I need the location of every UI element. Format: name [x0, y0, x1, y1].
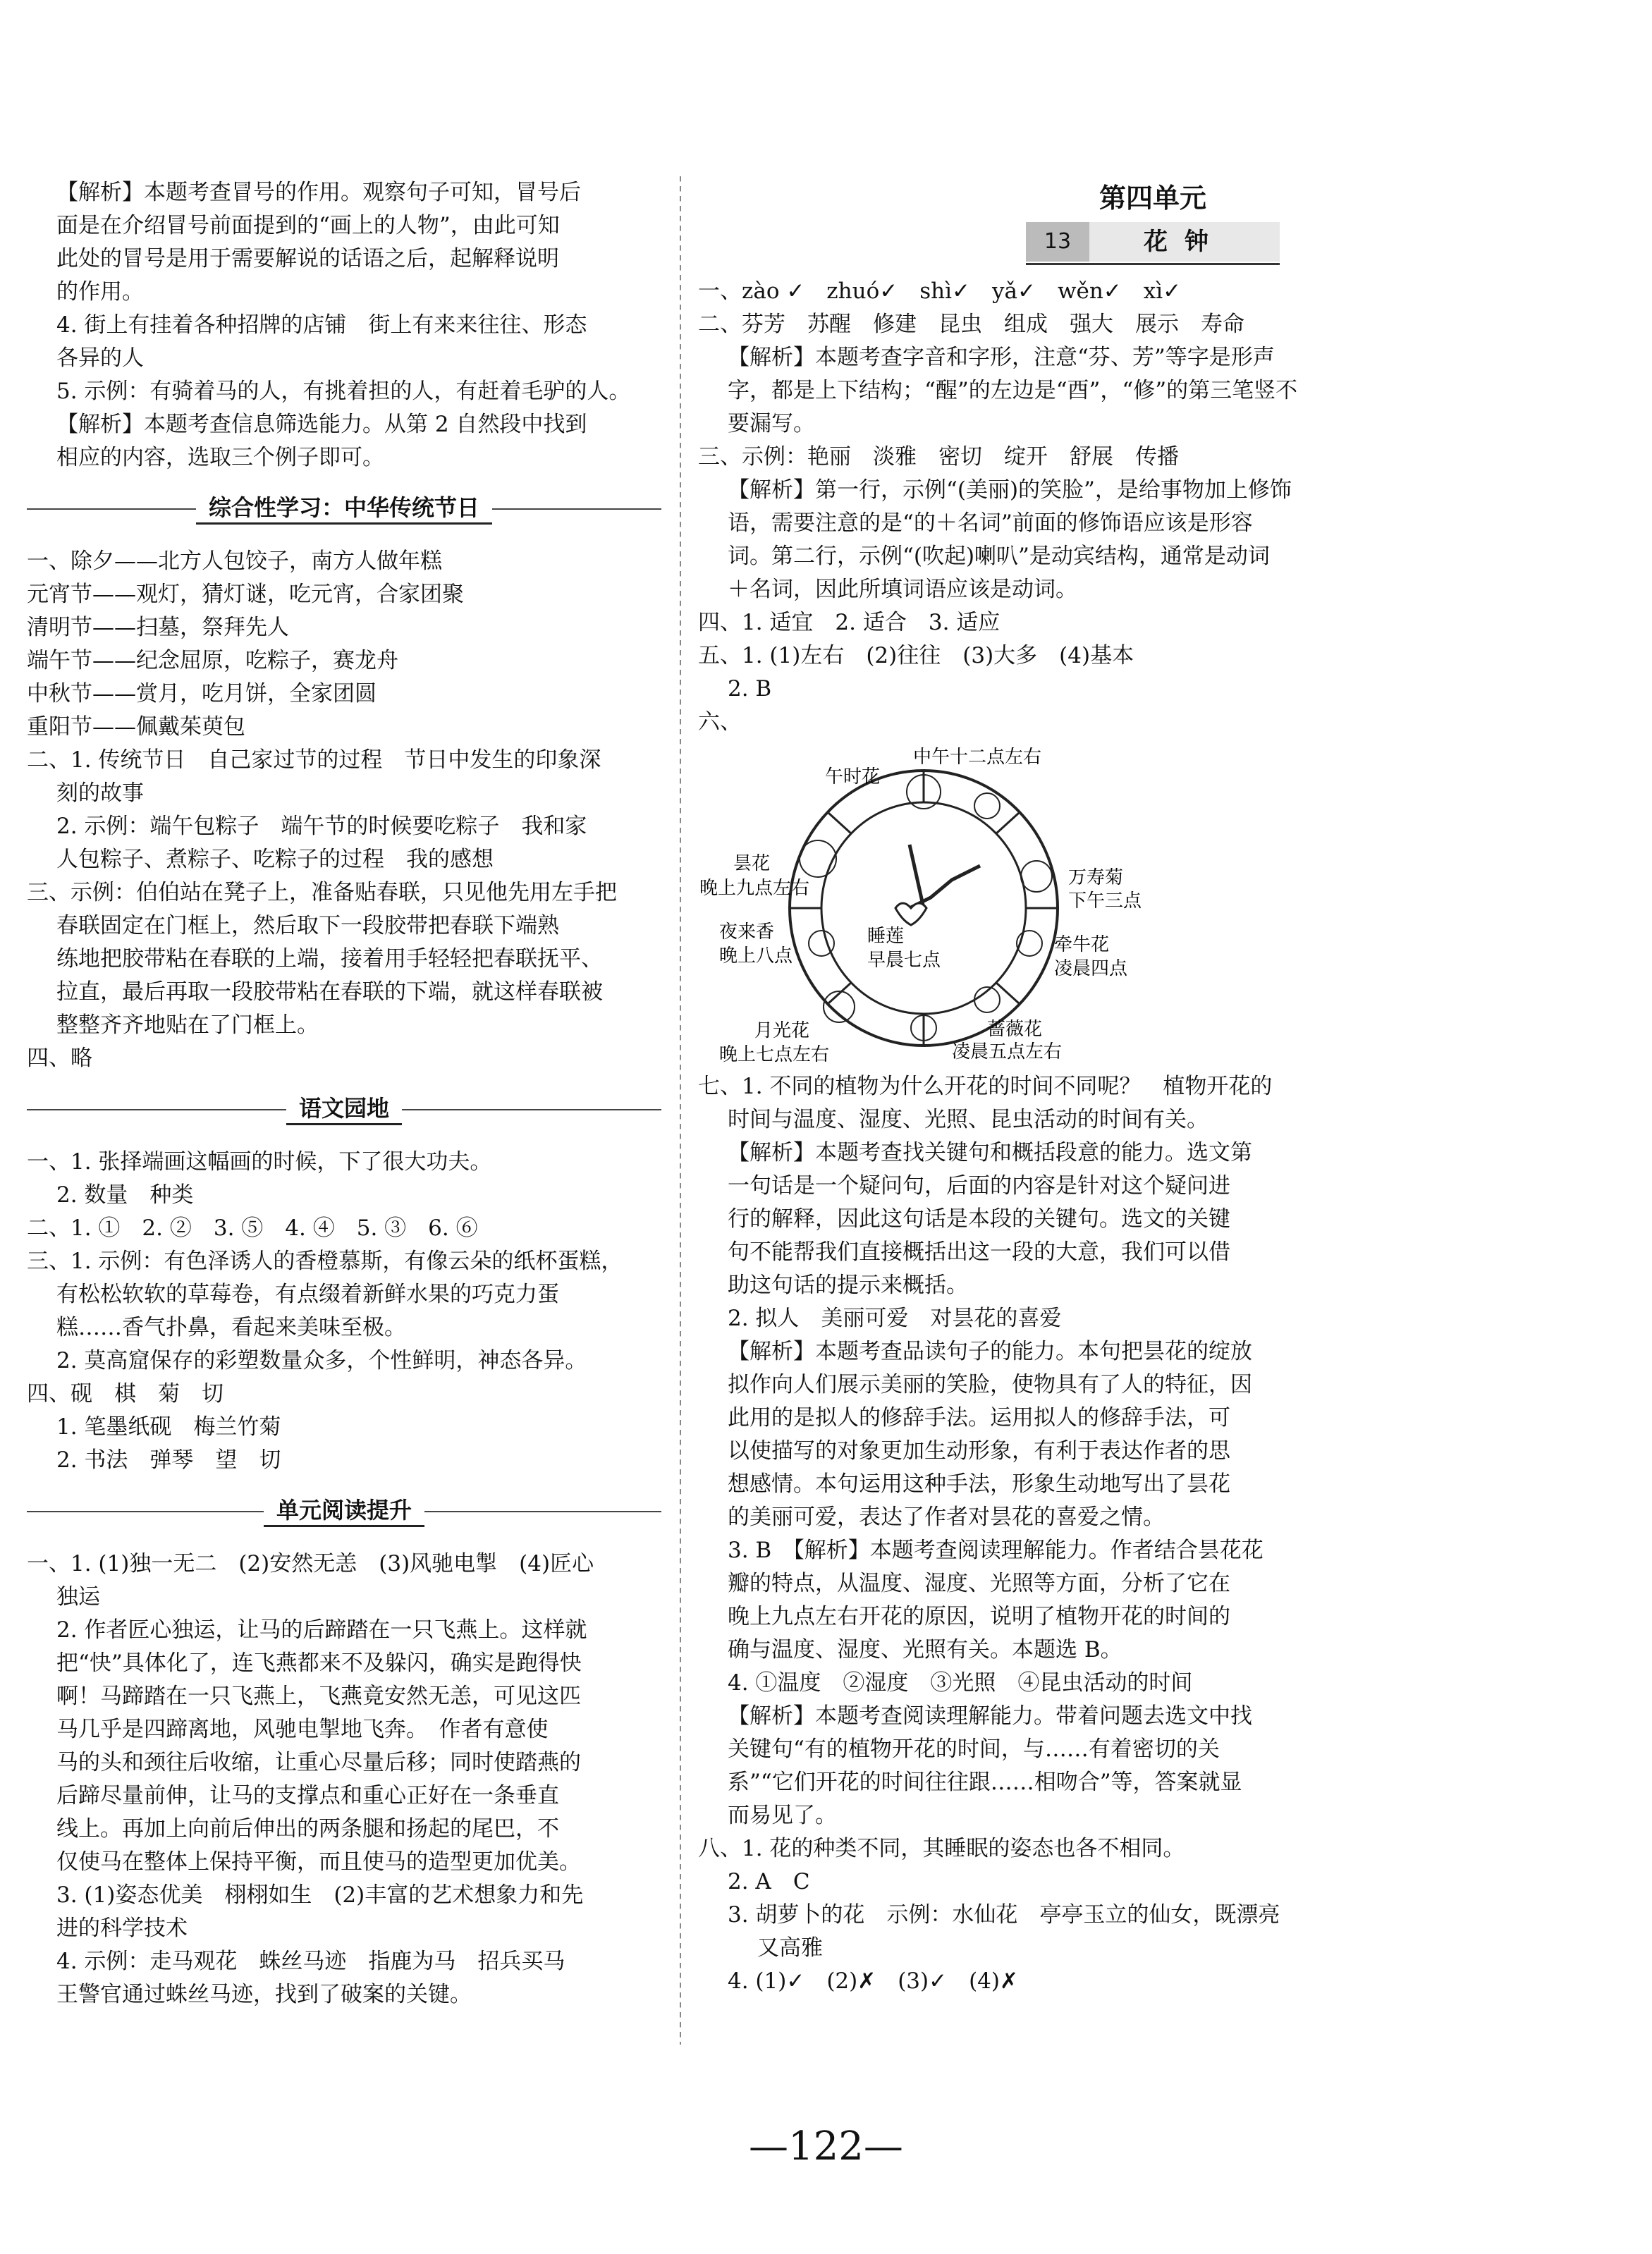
answer-line: 拉直，最后再取一段胶带粘在春联的下端，就这样春联被	[56, 979, 603, 1005]
answer-line: 4. 街上有挂着各种招牌的店铺 街上有来来往往、形态	[56, 312, 587, 338]
flower-clock-diagram	[698, 739, 1608, 1070]
answer-line: 一、1. 张择端画这幅画的时候，下了很大功夫。	[27, 1149, 492, 1175]
answer-line: 4. 示例：走马观花 蛛丝马迹 指鹿为马 招兵买马	[56, 1949, 565, 1974]
answer-line: 3. 胡萝卜的花 示例：水仙花 亭亭玉立的仙女，既漂亮	[728, 1902, 1280, 1928]
answer-line: 相应的内容，选取三个例子即可。	[56, 445, 384, 470]
answer-line: 以使描写的对象更加生动形象，有利于表达作者的思	[728, 1438, 1230, 1464]
label-noon: 中午十二点左右	[913, 747, 1042, 768]
right-answers-part2	[698, 1070, 1608, 1998]
answer-line: 瓣的特点，从温度、湿度、光照等方面，分析了它在	[728, 1571, 1230, 1596]
answer-line: 整整齐齐地贴在了门框上。	[56, 1012, 319, 1038]
night-jasmine-icon	[809, 931, 834, 956]
answer-line: 【解析】本题考查品读句子的能力。本句把昙花的绽放	[728, 1339, 1252, 1364]
answer-line: 三、示例：艳丽 淡雅 密切 绽开 舒展 传播	[698, 444, 1179, 470]
answer-line: 而易见了。	[728, 1803, 837, 1828]
section-heading	[27, 1487, 661, 1536]
answer-line: 确与温度、湿度、光照有关。本题选 B。	[728, 1637, 1122, 1662]
label-qiangwei-time: 凌晨五点左右	[952, 1041, 1063, 1062]
unit-title: 第四单元	[1099, 182, 1206, 214]
label-wanshouju-time: 下午三点	[1068, 890, 1142, 912]
answer-line: 七、1. 不同的植物为什么开花的时间不同呢？ 植物开花的	[698, 1074, 1273, 1099]
answer-line: 【解析】本题考查信息筛选能力。从第 2 自然段中找到	[56, 412, 587, 437]
section-title: 综合性学习：中华传统节日	[196, 490, 492, 525]
answer-line: 词。第二行，示例“(吹起)喇叭”是动宾结构，通常是动词	[728, 544, 1270, 569]
answer-line: 后蹄尽量前伸，让马的支撑点和重心正好在一条垂直	[56, 1783, 559, 1808]
label-shuilian: 睡莲	[867, 926, 905, 947]
answer-line: 二、1. ① 2. ② 3. ⑤ 4. ④ 5. ③ 6. ⑥	[27, 1215, 478, 1241]
answer-line: 一、zào ✓ zhuó✓ shì✓ yǎ✓ wěn✓ xì✓	[698, 278, 1182, 304]
answer-line: 1. 笔墨纸砚 梅兰竹菊	[56, 1414, 281, 1440]
column-divider	[680, 176, 681, 2045]
label-yueguang-time: 晚上七点左右	[719, 1044, 830, 1065]
answer-line: 的美丽可爱，表达了作者对昙花的喜爱之情。	[728, 1505, 1165, 1530]
answer-line: 行的解释，因此这句话是本段的关键句。选文的关键	[728, 1206, 1230, 1232]
answer-line: 三、示例：伯伯站在凳子上，准备贴春联，只见他先用左手把	[27, 880, 617, 905]
answer-line: 春联固定在门框上，然后取下一段胶带把春联下端熟	[56, 913, 559, 938]
answer-line: 2. 作者匠心独运，让马的后蹄踏在一只飞燕上。这样就	[56, 1617, 587, 1643]
answer-line: 把“快”具体化了，连飞燕都来不及躲闪，确实是跑得快	[56, 1650, 582, 1676]
answer-line: 的作用。	[56, 279, 144, 305]
answer-line: 2. 书法 弹琴 望 切	[56, 1447, 281, 1473]
lesson-number: 13	[1026, 222, 1089, 262]
answer-line: 六、	[698, 709, 742, 735]
answer-line: 一、除夕——北方人包饺子，南方人做年糕	[27, 549, 442, 574]
answer-line: 2. B	[728, 676, 772, 702]
answer-line: 王警官通过蛛丝马迹，找到了破案的关键。	[56, 1982, 472, 2007]
answer-line: 3. (1)姿态优美 栩栩如生 (2)丰富的艺术想象力和先	[56, 1882, 584, 1908]
label-wanshouju: 万寿菊	[1068, 867, 1124, 888]
answer-line: 一句话是一个疑问句，后面的内容是针对这个疑问进	[728, 1173, 1230, 1199]
answer-line: 刻的故事	[56, 780, 144, 806]
label-yelaixiang: 夜来香	[719, 921, 775, 943]
marigold-icon	[1021, 861, 1052, 892]
answer-line: 3. B 【解析】本题考查阅读理解能力。作者结合昙花花	[728, 1538, 1264, 1563]
answer-line: 【解析】本题考查字音和字形，注意“芬、芳”等字是形声	[728, 345, 1275, 370]
answer-line: 中秋节——赏月，吃月饼，全家团圆	[27, 681, 377, 706]
flower-clock-illustration	[698, 739, 1608, 1070]
answer-line: 2. 数量 种类	[56, 1182, 194, 1208]
answer-line: 人包粽子、煮粽子、吃粽子的过程 我的感想	[56, 847, 494, 872]
answer-line: 清明节——扫墓，祭拜先人	[27, 615, 289, 640]
answer-line: 有松松软软的草莓卷，有点缀着新鲜水果的巧克力蛋	[56, 1282, 559, 1307]
answer-line: 【解析】本题考查找关键句和概括段意的能力。选文第	[728, 1140, 1252, 1165]
label-noon-flower: 午时花	[825, 766, 881, 788]
answer-line: 想感情。本句运用这种手法，形象生动地写出了昙花	[728, 1471, 1230, 1497]
answer-line: 2. A C	[728, 1869, 810, 1894]
answer-line: 五、1. (1)左右 (2)往往 (3)大多 (4)基本	[698, 643, 1134, 668]
label-yelaixiang-time: 晚上八点	[719, 945, 793, 967]
answer-line: 独运	[56, 1584, 100, 1610]
answer-line: 4. (1)✓ (2)✗ (3)✓ (4)✗	[728, 1968, 1018, 1994]
answer-line: 此用的是拟人的修辞手法。运用拟人的修辞手法，可	[728, 1405, 1230, 1431]
answer-line: 要漏写。	[728, 411, 815, 436]
lesson-name: 花钟	[1089, 222, 1280, 262]
section-heading	[27, 1085, 661, 1134]
answer-line: 晚上九点左右开花的原因，说明了植物开花的时间的	[728, 1604, 1230, 1629]
section-title: 单元阅读提升	[264, 1493, 424, 1527]
answer-line: 啊！马蹄踏在一只飞燕上，飞燕竟安然无恙，可见这匹	[56, 1684, 581, 1709]
right-column	[698, 176, 1608, 1998]
answer-line: 【解析】第一行，示例“(美丽)的笑脸”，是给事物加上修饰	[728, 477, 1292, 503]
answer-line: 马几乎是四蹄离地，风驰电掣地飞奔。 作者有意使	[56, 1717, 549, 1742]
section-heading	[27, 484, 661, 534]
label-qianniu: 牵牛花	[1054, 934, 1110, 955]
epiphyllum-icon	[800, 840, 836, 877]
answer-line: 4. ①温度 ②湿度 ③光照 ④昆虫活动的时间	[728, 1670, 1193, 1696]
answer-line: 仅使马在整体上保持平衡，而且使马的造型更加优美。	[56, 1849, 581, 1875]
answer-line: 进的科学技术	[56, 1916, 188, 1941]
answer-line: 面是在介绍冒号前面提到的“画上的人物”，由此可知	[56, 213, 560, 238]
answer-line: 糕……香气扑鼻，看起来美味至极。	[56, 1315, 406, 1340]
answer-line: 【解析】本题考查冒号的作用。观察句子可知，冒号后	[56, 180, 581, 205]
section-title: 语文园地	[286, 1091, 402, 1125]
answer-line: 又高雅	[757, 1935, 823, 1961]
answer-line: 时间与温度、湿度、光照、昆虫活动的时间有关。	[728, 1107, 1209, 1132]
answer-line: 【解析】本题考查阅读理解能力。带着问题去选文中找	[728, 1703, 1252, 1729]
answer-line: 线上。再加上向前后伸出的两条腿和扬起的尾巴，不	[56, 1816, 559, 1842]
answer-line: 语，需要注意的是“的＋名词”前面的修饰语应该是形容	[728, 510, 1253, 536]
answer-line: 练地把胶带粘在春联的上端，接着用手轻轻把春联抚平、	[56, 946, 603, 972]
label-tanhua-time: 晚上九点左右	[699, 878, 810, 899]
answer-line: 四、砚 棋 菊 切	[27, 1381, 224, 1407]
answer-line: 2. 示例：端午包粽子 端午节的时候要吃粽子 我和家	[56, 814, 587, 839]
answer-line: 重阳节——佩戴茱萸包	[27, 714, 245, 740]
page-number: —122—	[749, 2124, 903, 2169]
answer-line: 马的头和颈往后收缩，让重心尽量后移；同时使踏燕的	[56, 1750, 581, 1775]
answer-line: 2. 拟人 美丽可爱 对昙花的喜爱	[728, 1306, 1062, 1331]
label-qianniu-time: 凌晨四点	[1054, 958, 1128, 979]
label-shuilian-time: 早晨七点	[867, 950, 941, 971]
answer-line: 一、1. (1)独一无二 (2)安然无恙 (3)风驰电掣 (4)匠心	[27, 1551, 594, 1576]
label-qiangwei: 蔷薇花	[987, 1019, 1043, 1040]
answer-line: 端午节——纪念屈原，吃粽子，赛龙舟	[27, 648, 398, 673]
answer-line: 四、1. 适宜 2. 适合 3. 适应	[698, 610, 1001, 635]
answer-line: 字，都是上下结构；“醒”的左边是“酉”，“修”的第三笔竖不	[728, 378, 1298, 403]
label-tanhua: 昙花	[733, 853, 771, 874]
answer-line: 三、1. 示例：有色泽诱人的香橙慕斯，有像云朵的纸杯蛋糕，	[27, 1249, 623, 1274]
answer-line: 八、1. 花的种类不同，其睡眠的姿态也各不相同。	[698, 1836, 1185, 1861]
answer-line: 此处的冒号是用于需要解说的话语之后，起解释说明	[56, 246, 559, 271]
answer-line: 拟作向人们展示美丽的笑脸，使物具有了人的特征，因	[728, 1372, 1252, 1397]
flower-icon	[974, 793, 1000, 819]
answer-line: 2. 莫高窟保存的彩塑数量众多，个性鲜明，神态各异。	[56, 1348, 587, 1373]
answer-line: 关键句“有的植物开花的时间，与……有着密切的关	[728, 1737, 1220, 1762]
answer-line: 各异的人	[56, 345, 144, 371]
answer-line: 系”“它们开花的时间往往跟……相吻合”等，答案就显	[728, 1770, 1242, 1795]
answer-line: 元宵节——观灯，猜灯谜，吃元宵，合家团聚	[27, 582, 464, 607]
answer-line: 二、芬芳 苏醒 修建 昆虫 组成 强大 展示 寿命	[698, 312, 1244, 337]
answer-line: 四、略	[27, 1046, 92, 1071]
answer-line: 句不能帮我们直接概括出这一段的大意，我们可以借	[728, 1239, 1230, 1265]
lesson-header	[1026, 222, 1280, 265]
left-column	[27, 176, 661, 2011]
answer-line: 二、1. 传统节日 自己家过节的过程 节日中发生的印象深	[27, 747, 601, 773]
answer-line: 助这句话的提示来概括。	[728, 1273, 968, 1298]
answer-line: ＋名词，因此所填词语应该是动词。	[728, 577, 1077, 602]
answer-line: 5. 示例：有骑着马的人，有挑着担的人，有赶着毛驴的人。	[56, 379, 631, 404]
right-answers-part1	[698, 275, 1608, 739]
moonflower-icon	[824, 991, 855, 1022]
label-yueguang: 月光花	[754, 1020, 810, 1041]
clock-hand-hour	[910, 845, 924, 908]
